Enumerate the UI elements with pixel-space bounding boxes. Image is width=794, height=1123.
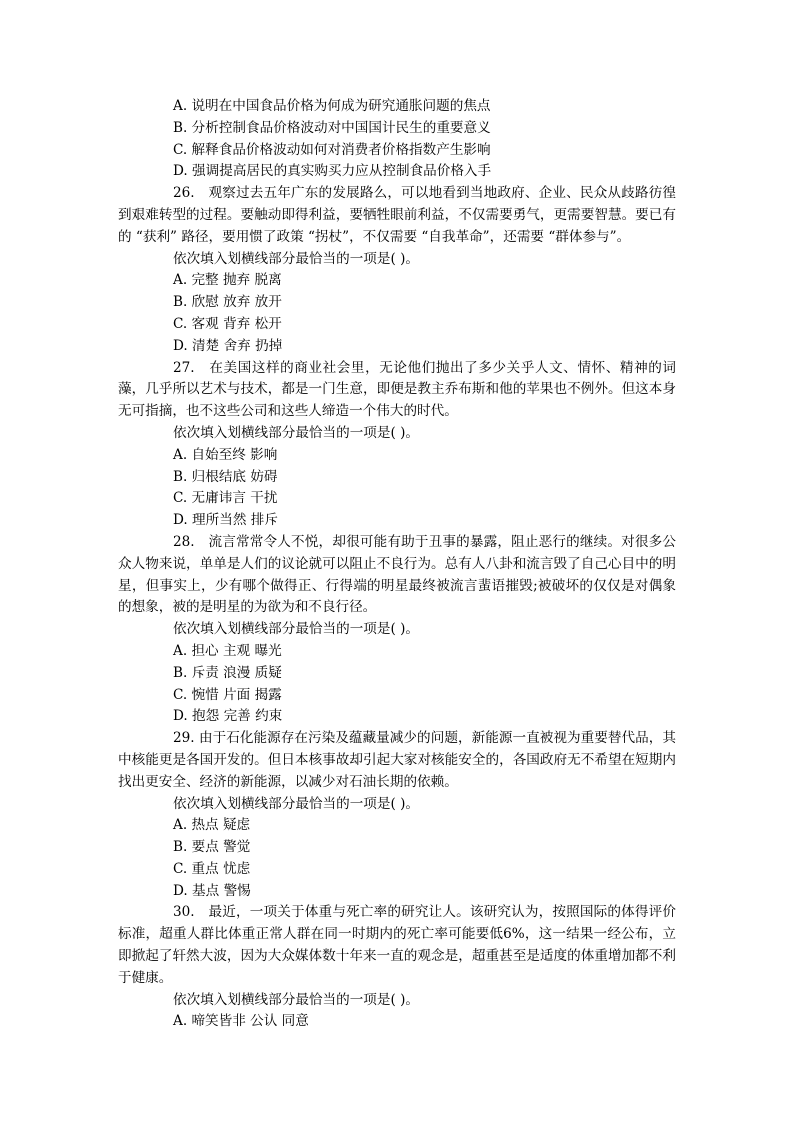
option-line: A. 热点 疑虑 xyxy=(173,817,251,834)
option-line: A. 担心 主观 曝光 xyxy=(173,642,282,659)
option-line: C. 客观 背弃 松开 xyxy=(173,315,282,332)
option-line: D. 理所当然 排斥 xyxy=(173,512,278,529)
option-line: B. 分析控制食品价格波动对中国国计民生的重要意义 xyxy=(173,119,491,136)
option-line: A. 自始至终 影响 xyxy=(173,446,278,463)
option-line: C. 重点 忧虑 xyxy=(173,860,251,877)
option-line: C. 惋惜 片面 揭露 xyxy=(173,686,282,703)
page-content xyxy=(118,96,676,1033)
option-line: D. 强调提高居民的真实购买力应从控制食品价格入手 xyxy=(173,163,492,180)
option-line: B. 归根结底 妨碍 xyxy=(173,468,278,485)
question-text: 29. 由于石化能源存在污染及蕴藏量减少的问题，新能源一直被视为重要替代品，其中核能更是各国开发的。但日本核事故却引起大家对核能安全的，各国政府无不希望在短期内找出更安全、经济的新能源，以减少对石油长期的依赖。 xyxy=(118,730,676,790)
question-prompt: 依次填入划横线部分最恰当的一项是( )。 xyxy=(173,621,420,638)
question-text: 30. 最近，一项关于体重与死亡率的研究让人。该研究认为，按照国际的体得评价标准，超重人群比体重正常人群在同一时期内的死亡率可能要低6%，这一结果一经公布，立即掀起了轩然大波，因为大众媒体数十年来一直的观念是，超重甚至是适度的体重增加都不利于健康。 xyxy=(118,904,676,986)
option-line: B. 欣慰 放弃 放开 xyxy=(173,294,282,311)
question-text: 26. 观察过去五年广东的发展路么，可以地看到当地政府、企业、民众从歧路彷徨到艰难转型的过程。要触动即得利益，要牺牲眼前利益，不仅需要勇气，更需要智慧。要已有的 “获利” 路径，要用惯了政策 “拐杖”，不仅需要 “自我革命”，还需要 “群体参与”。 xyxy=(118,185,676,245)
option-line: A. 说明在中国食品价格为何成为研究通胀问题的焦点 xyxy=(173,98,491,114)
option-line: B. 要点 警觉 xyxy=(173,839,251,856)
question-text: 27. 在美国这样的商业社会里，无论他们抛出了多少关乎人文、情怀、精神的词藻，几乎所以艺术与技术，都是一门生意，即便是教主乔布斯和他的苹果也不例外。但这本身无可指摘，也不这些公司和这些人缔造一个伟大的时代。 xyxy=(118,359,676,420)
question-prompt: 依次填入划横线部分最恰当的一项是( )。 xyxy=(173,991,420,1008)
question-text: 28. 流言常常令人不悦，却很可能有助于丑事的暴露，阻止恶行的继续。对很多公众人物来说，单单是人们的议论就可以阻止不良行为。总有人八卦和流言毁了自己心目中的明星，但事实上，少有哪个做得正、行得端的明星最终被流言蜚语摧毁;被破坏的仅仅是对偶象的想象，被的是明星的为欲为和不良行径。 xyxy=(118,533,676,616)
question-prompt: 依次填入划横线部分最恰当的一项是( )。 xyxy=(173,795,420,812)
option-line: C. 无庸讳言 干扰 xyxy=(173,490,278,507)
option-line: D. 抱怨 完善 约束 xyxy=(173,708,283,725)
option-line: B. 斥责 浪漫 质疑 xyxy=(173,664,282,681)
option-line: D. 基点 警惕 xyxy=(173,882,251,899)
question-prompt: 依次填入划横线部分最恰当的一项是( )。 xyxy=(173,250,420,267)
question-prompt: 依次填入划横线部分最恰当的一项是( )。 xyxy=(173,424,420,441)
option-line: D. 清楚 舍弃 扔掉 xyxy=(173,337,283,354)
option-line: A. 啼笑皆非 公认 同意 xyxy=(173,1013,309,1030)
option-line: C. 解释食品价格波动如何对消费者价格指数产生影响 xyxy=(173,141,491,158)
option-line: A. 完整 抛弃 脱离 xyxy=(173,272,282,289)
